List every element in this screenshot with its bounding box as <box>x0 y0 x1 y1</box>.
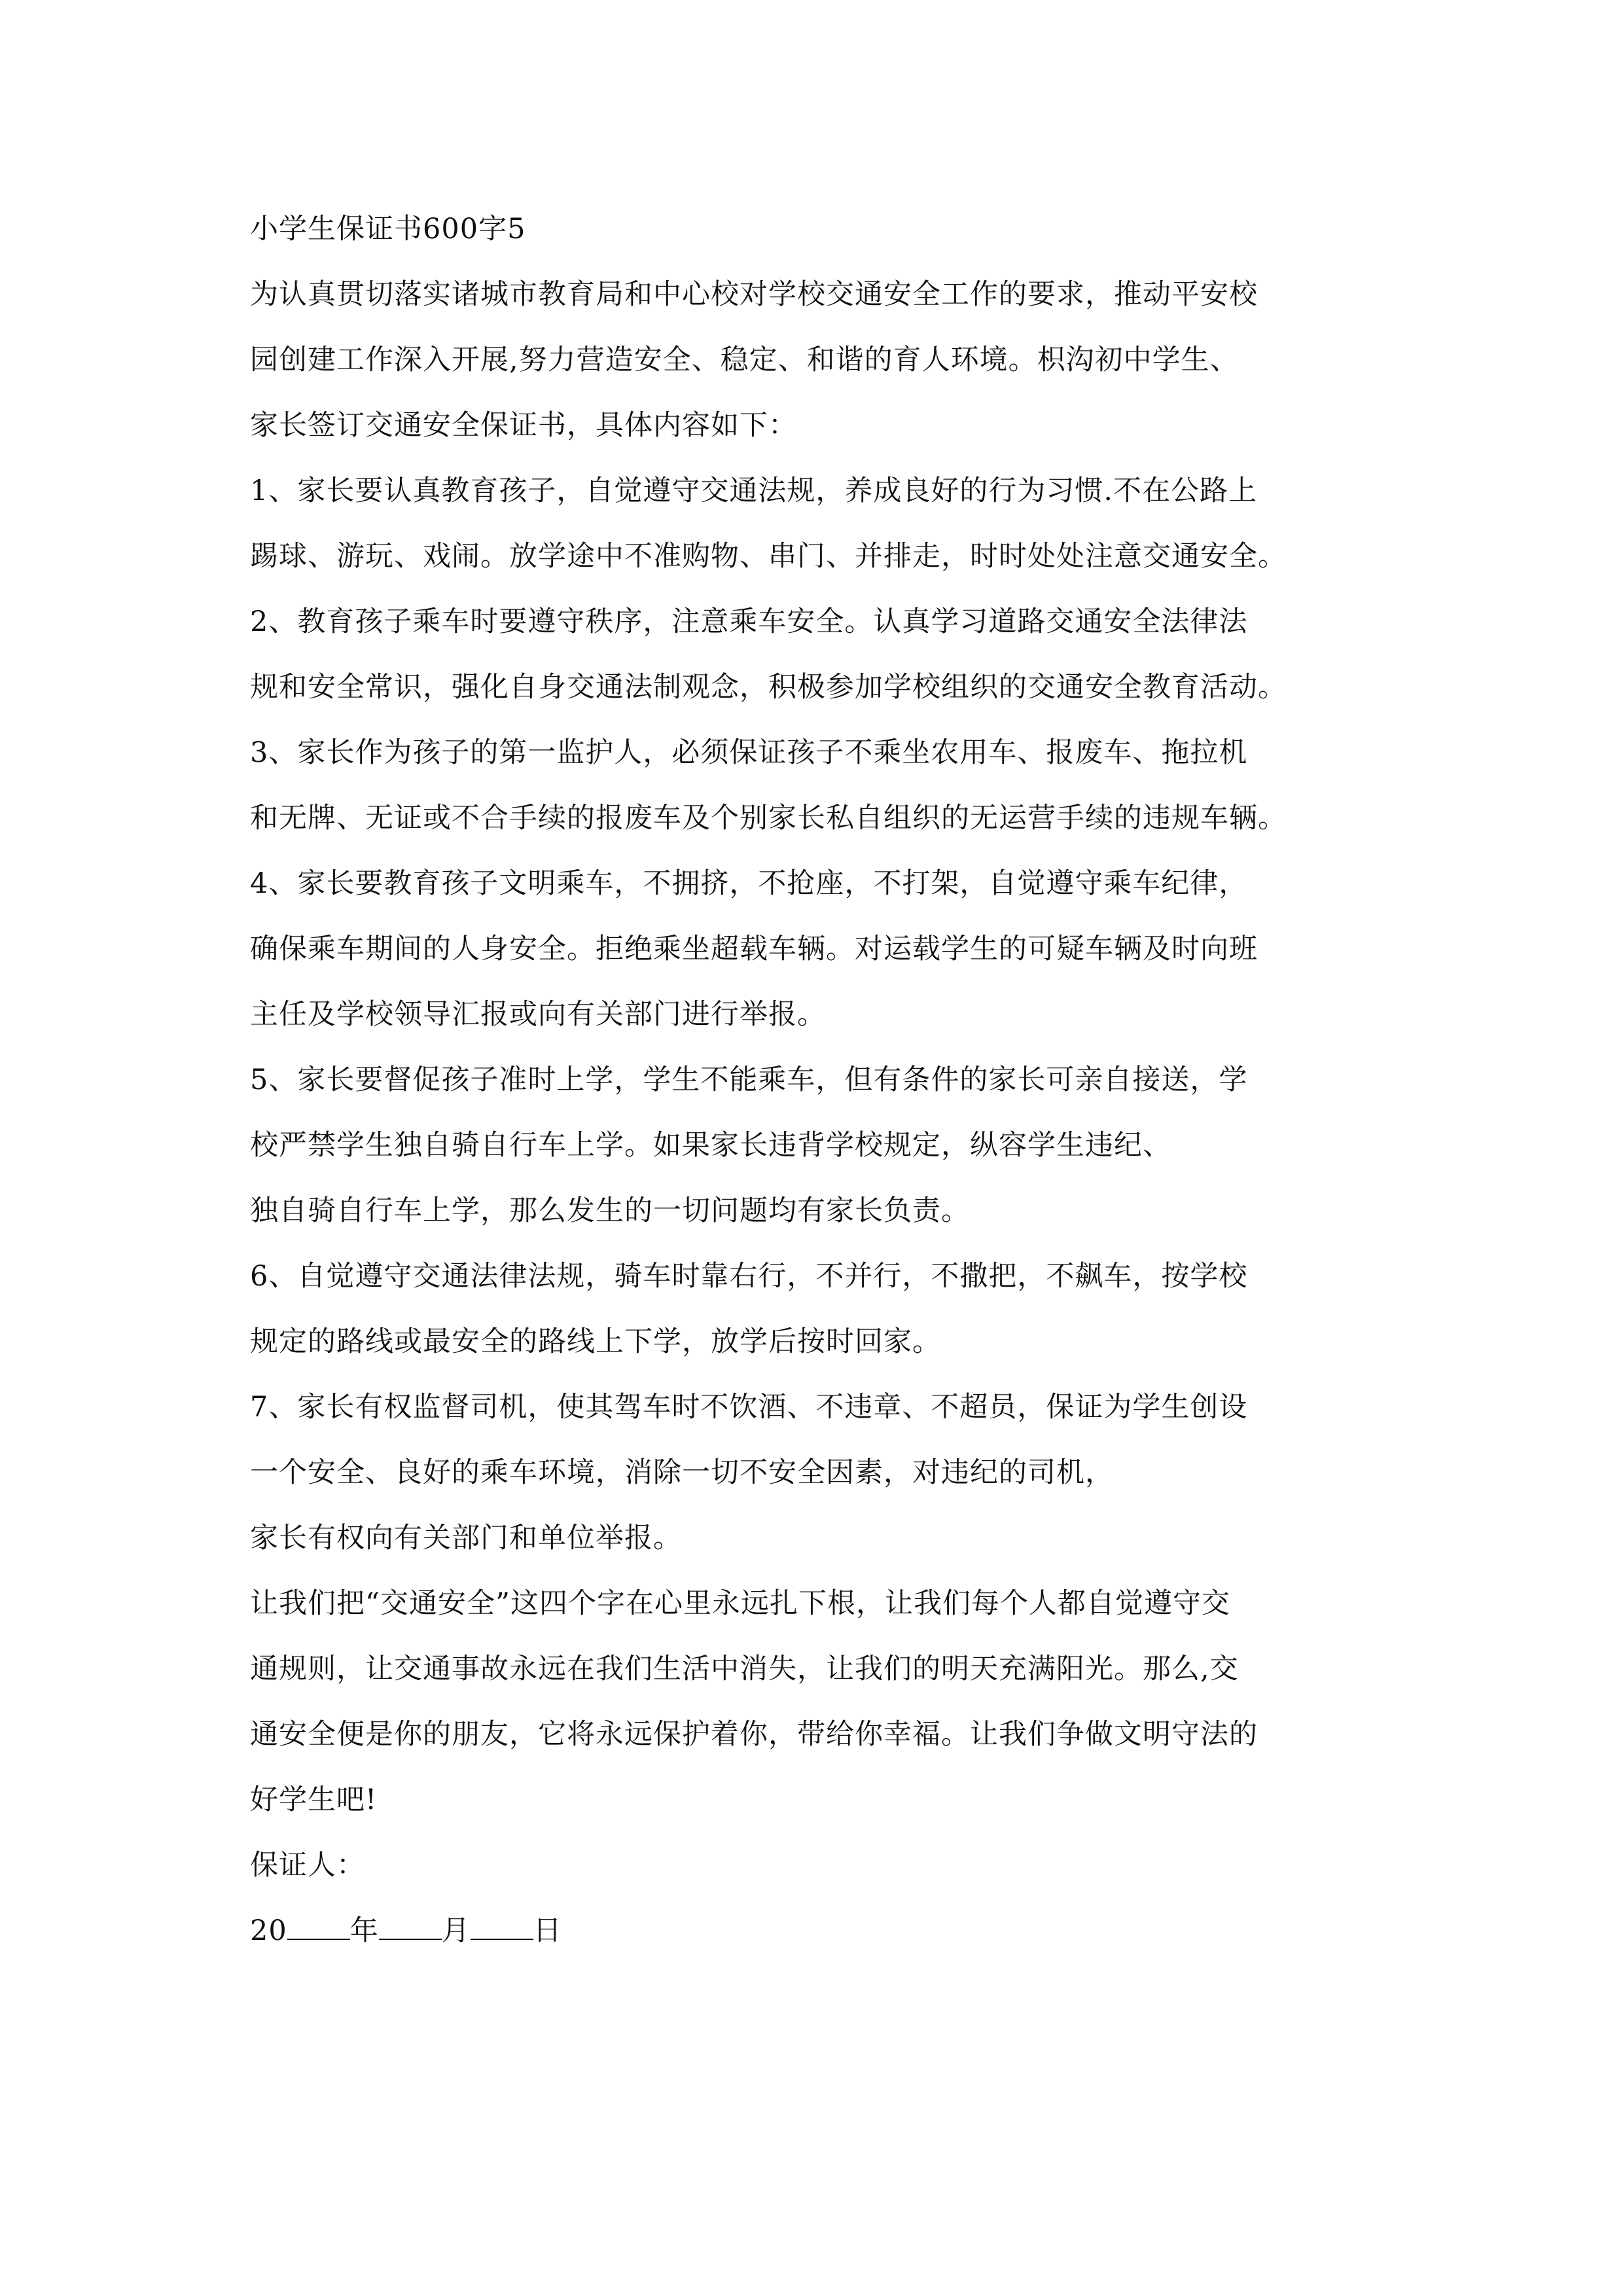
year-blank <box>287 1916 350 1940</box>
paragraph-line: 通安全便是你的朋友，它将永远保护着你，带给你幸福。让我们争做文明守法的 <box>250 1718 1258 1751</box>
paragraph-line: 一个安全、良好的乘车环境，消除一切不安全因素，对违纪的司机， <box>250 1456 1114 1489</box>
year-unit: 年 <box>349 1914 379 1947</box>
document-body <box>250 196 1402 1964</box>
day-blank <box>471 1916 533 1940</box>
paragraph-line: 通规则，让交通事故永远在我们生活中消失，让我们的明天充满阳光。那么,交 <box>250 1653 1239 1685</box>
date-prefix: 20 <box>250 1914 287 1947</box>
paragraph-line: 3、家长作为孩子的第一监护人，必须保证孩子不乘坐农用车、报废车、拖拉机 <box>250 736 1248 769</box>
day-unit: 日 <box>533 1914 562 1947</box>
paragraph-line: 好学生吧! <box>250 1784 378 1816</box>
paragraph-line: 和无牌、无证或不合手续的报废车及个别家长私自组织的无运营手续的违规车辆。 <box>250 802 1287 834</box>
paragraph-line: 确保乘车期间的人身安全。拒绝乘坐超载车辆。对运载学生的可疑车辆及时向班 <box>250 933 1258 965</box>
paragraph-line: 4、家长要教育孩子文明乘车，不拥挤，不抢座，不打架，自觉遵守乘车纪律， <box>250 867 1248 900</box>
paragraph-line: 独自骑自行车上学，那么发生的一切问题均有家长负责。 <box>250 1194 970 1227</box>
paragraph-line: 规定的路线或最安全的路线上下学，放学后按时回家。 <box>250 1325 941 1358</box>
signature-label: 保证人： <box>250 1849 365 1882</box>
paragraph-line: 5、家长要督促孩子准时上学，学生不能乘车，但有条件的家长可亲自接送，学 <box>250 1064 1248 1096</box>
paragraph-line: 为认真贯切落实诸城市教育局和中心校对学校交通安全工作的要求，推动平安校 <box>250 278 1258 311</box>
paragraph-line: 家长签订交通安全保证书，具体内容如下： <box>250 409 797 442</box>
paragraph-line: 1、家长要认真教育孩子，自觉遵守交通法规，养成良好的行为习惯.不在公路上 <box>250 475 1258 507</box>
paragraph-line: 6、自觉遵守交通法律法规，骑车时靠右行，不并行，不撒把，不飙车，按学校 <box>250 1260 1248 1293</box>
document-title: 小学生保证书600字5 <box>250 213 526 245</box>
month-unit: 月 <box>441 1914 471 1947</box>
paragraph-line: 让我们把“交通安全”这四个字在心里永远扎下根，让我们每个人都自觉遵守交 <box>250 1587 1230 1620</box>
paragraph-line: 家长有权向有关部门和单位举报。 <box>250 1522 682 1554</box>
paragraph-line: 踢球、游玩、戏闹。放学途中不准购物、串门、并排走，时时处处注意交通安全。 <box>250 540 1287 573</box>
paragraph-line: 园创建工作深入开展,努力营造安全、稳定、和谐的育人环境。枳沟初中学生、 <box>250 344 1239 376</box>
paragraph-line: 2、教育孩子乘车时要遵守秩序，注意乘车安全。认真学习道路交通安全法律法 <box>250 605 1248 638</box>
paragraph-line: 规和安全常识，强化自身交通法制观念，积极参加学校组织的交通安全教育活动。 <box>250 671 1287 704</box>
paragraph-line: 主任及学校领导汇报或向有关部门进行举报。 <box>250 998 826 1031</box>
paragraph-line: 7、家长有权监督司机，使其驾车时不饮酒、不违章、不超员，保证为学生创设 <box>250 1391 1248 1424</box>
month-blank <box>379 1916 442 1940</box>
signature-date <box>250 1898 1402 1964</box>
paragraph-line: 校严禁学生独自骑自行车上学。如果家长违背学校规定，纵容学生违纪、 <box>250 1129 1171 1162</box>
